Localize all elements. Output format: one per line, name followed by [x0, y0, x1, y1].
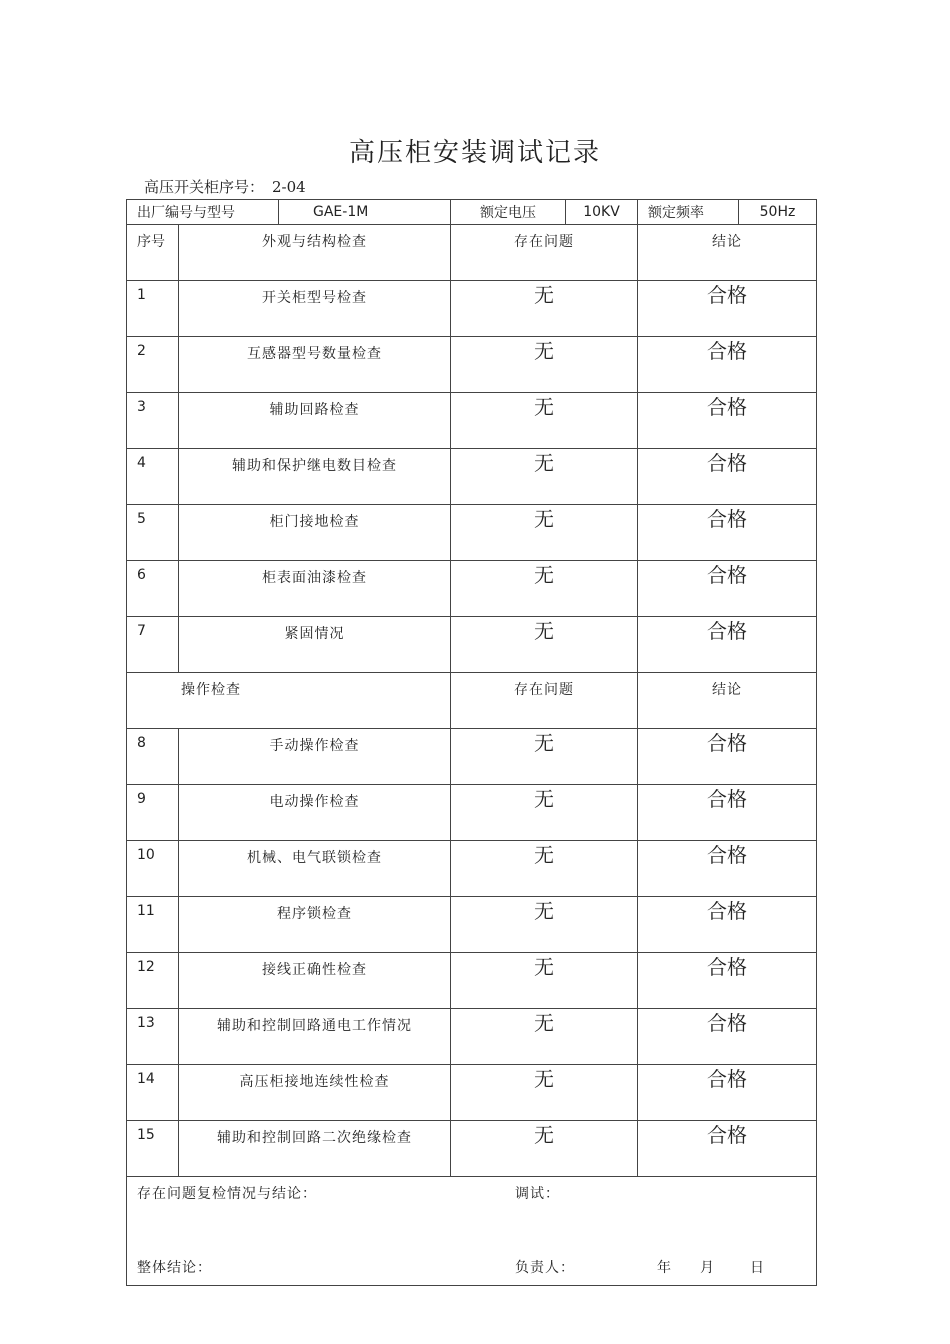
- row-number: 15: [127, 1121, 179, 1177]
- row-result: 合格: [638, 785, 817, 841]
- overall-label: 整体结论：: [137, 1260, 212, 1276]
- day-label: 日: [750, 1260, 765, 1276]
- row-item: 电动操作检查: [179, 785, 451, 841]
- row-number: 2: [127, 337, 179, 393]
- debug-label: 调试：: [515, 1186, 560, 1202]
- row-number: 14: [127, 1065, 179, 1121]
- section1-rows: [127, 281, 817, 673]
- row-problem: 无: [451, 337, 638, 393]
- row-number: 9: [127, 785, 179, 841]
- voltage-label: 额定电压: [451, 200, 566, 225]
- row-result: 合格: [638, 617, 817, 673]
- row-number: 13: [127, 1009, 179, 1065]
- model-label: 出厂编号与型号: [127, 200, 279, 225]
- model-value: GAE-1M: [279, 200, 451, 225]
- row-problem: 无: [451, 281, 638, 337]
- col-op-item: 操作检查: [127, 673, 451, 729]
- table-row: [127, 897, 817, 953]
- row-problem: 无: [451, 1121, 638, 1177]
- row-result: 合格: [638, 897, 817, 953]
- footer-cell: [127, 1177, 817, 1286]
- col-op-problem: 存在问题: [451, 673, 638, 729]
- col-problem: 存在问题: [451, 225, 638, 281]
- table-row: [127, 1009, 817, 1065]
- row-item: 柜门接地检查: [179, 505, 451, 561]
- table-row: [127, 617, 817, 673]
- row-number: 5: [127, 505, 179, 561]
- row-item: 手动操作检查: [179, 729, 451, 785]
- row-problem: 无: [451, 393, 638, 449]
- row-number: 12: [127, 953, 179, 1009]
- row-problem: 无: [451, 841, 638, 897]
- row-result: 合格: [638, 1121, 817, 1177]
- row-item: 高压柜接地连续性检查: [179, 1065, 451, 1121]
- table-row: [127, 337, 817, 393]
- row-item: 互感器型号数量检查: [179, 337, 451, 393]
- section2-header: [127, 673, 817, 729]
- row-item: 紧固情况: [179, 617, 451, 673]
- row-number: 4: [127, 449, 179, 505]
- row-result: 合格: [638, 281, 817, 337]
- serial-value: 2-04: [272, 178, 306, 196]
- row-problem: 无: [451, 449, 638, 505]
- row-problem: 无: [451, 617, 638, 673]
- row-item: 开关柜型号检查: [179, 281, 451, 337]
- inspection-table: [126, 199, 817, 1286]
- row-number: 10: [127, 841, 179, 897]
- row-item: 辅助回路检查: [179, 393, 451, 449]
- table-row: [127, 729, 817, 785]
- row-item: 程序锁检查: [179, 897, 451, 953]
- page-title: 高压柜安装调试记录: [348, 138, 601, 168]
- row-problem: 无: [451, 1009, 638, 1065]
- col-result: 结论: [638, 225, 817, 281]
- footer-row: [127, 1177, 817, 1286]
- table-row: [127, 505, 817, 561]
- row-result: 合格: [638, 1009, 817, 1065]
- row-result: 合格: [638, 337, 817, 393]
- row-result: 合格: [638, 729, 817, 785]
- row-item: 机械、电气联锁检查: [179, 841, 451, 897]
- row-number: 7: [127, 617, 179, 673]
- row-number: 11: [127, 897, 179, 953]
- row-number: 3: [127, 393, 179, 449]
- row-problem: 无: [451, 953, 638, 1009]
- row-problem: 无: [451, 897, 638, 953]
- row-item: 接线正确性检查: [179, 953, 451, 1009]
- serial-label: 高压开关柜序号：: [144, 178, 265, 196]
- col-no: 序号: [127, 225, 179, 281]
- responsible-label: 负责人：: [515, 1260, 575, 1276]
- review-label: 存在问题复检情况与结论：: [137, 1186, 317, 1202]
- row-item: 辅助和保护继电数目检查: [179, 449, 451, 505]
- table-row: [127, 953, 817, 1009]
- row-result: 合格: [638, 449, 817, 505]
- table-row: [127, 393, 817, 449]
- table-row: [127, 841, 817, 897]
- row-result: 合格: [638, 393, 817, 449]
- table-row: [127, 561, 817, 617]
- col-op-result: 结论: [638, 673, 817, 729]
- row-result: 合格: [638, 561, 817, 617]
- row-number: 6: [127, 561, 179, 617]
- row-problem: 无: [451, 785, 638, 841]
- section2-rows: [127, 729, 817, 1177]
- row-number: 8: [127, 729, 179, 785]
- row-item: 辅助和控制回路通电工作情况: [179, 1009, 451, 1065]
- table-row: [127, 281, 817, 337]
- row-problem: 无: [451, 1065, 638, 1121]
- freq-label: 额定频率: [638, 200, 739, 225]
- freq-value: 50Hz: [739, 200, 817, 225]
- year-label: 年: [657, 1260, 672, 1276]
- row-problem: 无: [451, 561, 638, 617]
- row-number: 1: [127, 281, 179, 337]
- serial-line: [144, 176, 306, 197]
- table-row: [127, 449, 817, 505]
- row-result: 合格: [638, 953, 817, 1009]
- row-problem: 无: [451, 505, 638, 561]
- month-label: 月: [700, 1260, 715, 1276]
- header-row: [127, 200, 817, 225]
- table-row: [127, 1065, 817, 1121]
- row-item: 辅助和控制回路二次绝缘检查: [179, 1121, 451, 1177]
- row-result: 合格: [638, 1065, 817, 1121]
- section1-header: [127, 225, 817, 281]
- row-item: 柜表面油漆检查: [179, 561, 451, 617]
- table-row: [127, 1121, 817, 1177]
- col-item: 外观与结构检查: [179, 225, 451, 281]
- table-row: [127, 785, 817, 841]
- row-problem: 无: [451, 729, 638, 785]
- row-result: 合格: [638, 841, 817, 897]
- voltage-value: 10KV: [566, 200, 638, 225]
- row-result: 合格: [638, 505, 817, 561]
